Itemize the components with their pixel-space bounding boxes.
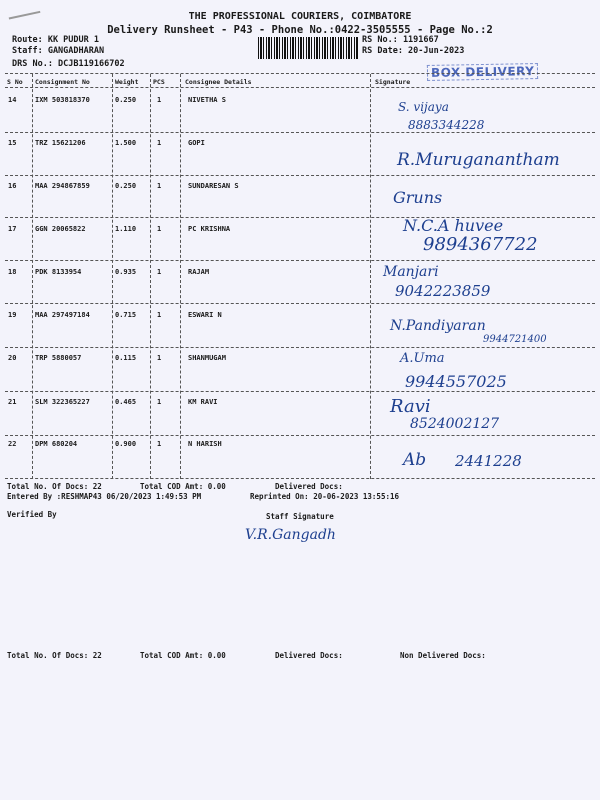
total-cod: Total COD Amt: 0.00: [140, 482, 226, 491]
rs-date: RS Date: 20-Jun-2023: [362, 46, 465, 56]
signature: S. vijaya: [398, 100, 449, 114]
col-header-sno: S No: [7, 78, 23, 86]
col-header-weight: Weight: [115, 78, 139, 86]
runsheet-table: [5, 73, 595, 479]
cell-consignment: PDK 8133954: [35, 268, 82, 276]
row-separator: [5, 478, 595, 479]
delivered-docs-summary: Delivered Docs:: [275, 651, 343, 660]
staff-signature-label: Staff Signature: [266, 512, 334, 521]
cell-pcs: 1: [157, 182, 162, 190]
row-separator: [5, 260, 595, 261]
column-divider: [150, 74, 151, 479]
runsheet-subtitle: Delivery Runsheet - P43 - Phone No.:0422-3505555 - Page No.:2: [107, 24, 493, 36]
cell-sno: 19: [8, 311, 17, 319]
barcode: [258, 37, 358, 59]
signature: A.Uma: [400, 351, 445, 366]
cell-pcs: 1: [157, 311, 162, 319]
total-docs-summary: Total No. Of Docs: 22: [7, 651, 102, 660]
row-separator: [5, 303, 595, 304]
signature-phone: 8883344228: [408, 118, 485, 132]
runsheet-title: THE PROFESSIONAL COURIERS, COIMBATORE: [188, 11, 412, 22]
cell-consignment: SLM 322365227: [35, 398, 90, 406]
staff-text: Staff: GANGADHARAN: [12, 46, 105, 56]
delivered-docs: Delivered Docs:: [275, 482, 343, 491]
cell-consignee: GOPI: [188, 139, 205, 147]
cell-consignment: MAA 294867859: [35, 182, 90, 190]
col-header-consignee: Consignee Details: [185, 78, 252, 86]
non-delivered-docs-summary: Non Delivered Docs:: [400, 651, 486, 660]
cell-weight: 1.110: [115, 225, 137, 233]
column-divider: [32, 74, 33, 479]
signature-phone: 8524002127: [410, 416, 500, 432]
entered-by: Entered By :RESHMAP43 06/20/2023 1:49:53 PM: [7, 492, 202, 501]
signature-phone: 9894367722: [423, 234, 538, 255]
total-cod-summary: Total COD Amt: 0.00: [140, 651, 226, 660]
cell-pcs: 1: [157, 398, 162, 406]
cell-consignee: RAJAM: [188, 268, 210, 276]
row-separator: [5, 435, 595, 436]
cell-weight: 1.500: [115, 139, 137, 147]
cell-pcs: 1: [157, 139, 162, 147]
cell-consignment: IXM 503818370: [35, 96, 90, 104]
cell-sno: 21: [8, 398, 17, 406]
cell-pcs: 1: [157, 96, 162, 104]
column-divider: [370, 74, 371, 479]
cell-consignee: SUNDARESAN S: [188, 182, 239, 190]
cell-weight: 0.935: [115, 268, 137, 276]
cell-weight: 0.250: [115, 96, 137, 104]
cell-weight: 0.115: [115, 354, 137, 362]
cell-consignee: KM RAVI: [188, 398, 218, 406]
signature: Ravi: [390, 396, 431, 417]
cell-consignee: PC KRISHNA: [188, 225, 231, 233]
cell-weight: 0.900: [115, 440, 137, 448]
column-divider: [180, 74, 181, 479]
row-separator: [5, 347, 595, 348]
signature: Ab: [403, 450, 427, 470]
signature: R.Muruganantham: [397, 150, 560, 170]
col-header-signature: Signature: [375, 78, 411, 86]
cell-pcs: 1: [157, 440, 162, 448]
cell-consignment: DPM 680204: [35, 440, 78, 448]
cell-weight: 0.715: [115, 311, 137, 319]
cell-consignee: NIVETHA S: [188, 96, 226, 104]
signature: Manjari: [383, 264, 439, 280]
signature: N.C.A huvee: [403, 216, 504, 235]
cell-sno: 14: [8, 96, 17, 104]
cell-sno: 15: [8, 139, 17, 147]
rs-number: RS No.: 1191667: [362, 35, 439, 45]
cell-consignee: ESWARI N: [188, 311, 222, 319]
cell-sno: 16: [8, 182, 17, 190]
row-separator: [5, 132, 595, 133]
signature: N.Pandiyaran: [390, 318, 486, 334]
signature-phone: 2441228: [455, 452, 522, 470]
reprinted-on: Reprinted On: 20-06-2023 13:55:16: [250, 492, 400, 501]
total-docs: Total No. Of Docs: 22: [7, 482, 102, 491]
verified-by: Verified By: [7, 510, 57, 519]
cell-consignment: TRP 5880057: [35, 354, 82, 362]
route-text: Route: KK PUDUR 1: [12, 35, 99, 45]
signature: Gruns: [393, 188, 443, 207]
cell-pcs: 1: [157, 268, 162, 276]
cell-consignment: TRZ 15621206: [35, 139, 86, 147]
header-separator: [5, 87, 595, 88]
signature-phone: 9944721400: [483, 334, 547, 345]
staff-signature: V.R.Gangadh: [245, 527, 336, 543]
signature-phone: 9944557025: [405, 372, 507, 391]
cell-consignee: SHANMUGAM: [188, 354, 226, 362]
column-divider: [112, 74, 113, 479]
cell-weight: 0.465: [115, 398, 137, 406]
drs-number: DRS No.: DCJB119166702: [12, 59, 125, 69]
cell-sno: 22: [8, 440, 17, 448]
cell-weight: 0.250: [115, 182, 137, 190]
cell-consignee: N HARISH: [188, 440, 222, 448]
cell-sno: 18: [8, 268, 17, 276]
row-separator: [5, 175, 595, 176]
box-delivery-stamp: BOX DELIVERY: [427, 63, 539, 81]
cell-consignment: MAA 297497184: [35, 311, 90, 319]
row-separator: [5, 391, 595, 392]
cell-sno: 20: [8, 354, 17, 362]
row-separator: [5, 217, 595, 218]
col-header-pcs: PCS: [153, 78, 165, 86]
col-header-consignment: Consignment No: [35, 78, 90, 86]
cell-sno: 17: [8, 225, 17, 233]
signature-phone: 9042223859: [395, 282, 491, 300]
cell-consignment: GGN 20065822: [35, 225, 86, 233]
cell-pcs: 1: [157, 354, 162, 362]
cell-pcs: 1: [157, 225, 162, 233]
